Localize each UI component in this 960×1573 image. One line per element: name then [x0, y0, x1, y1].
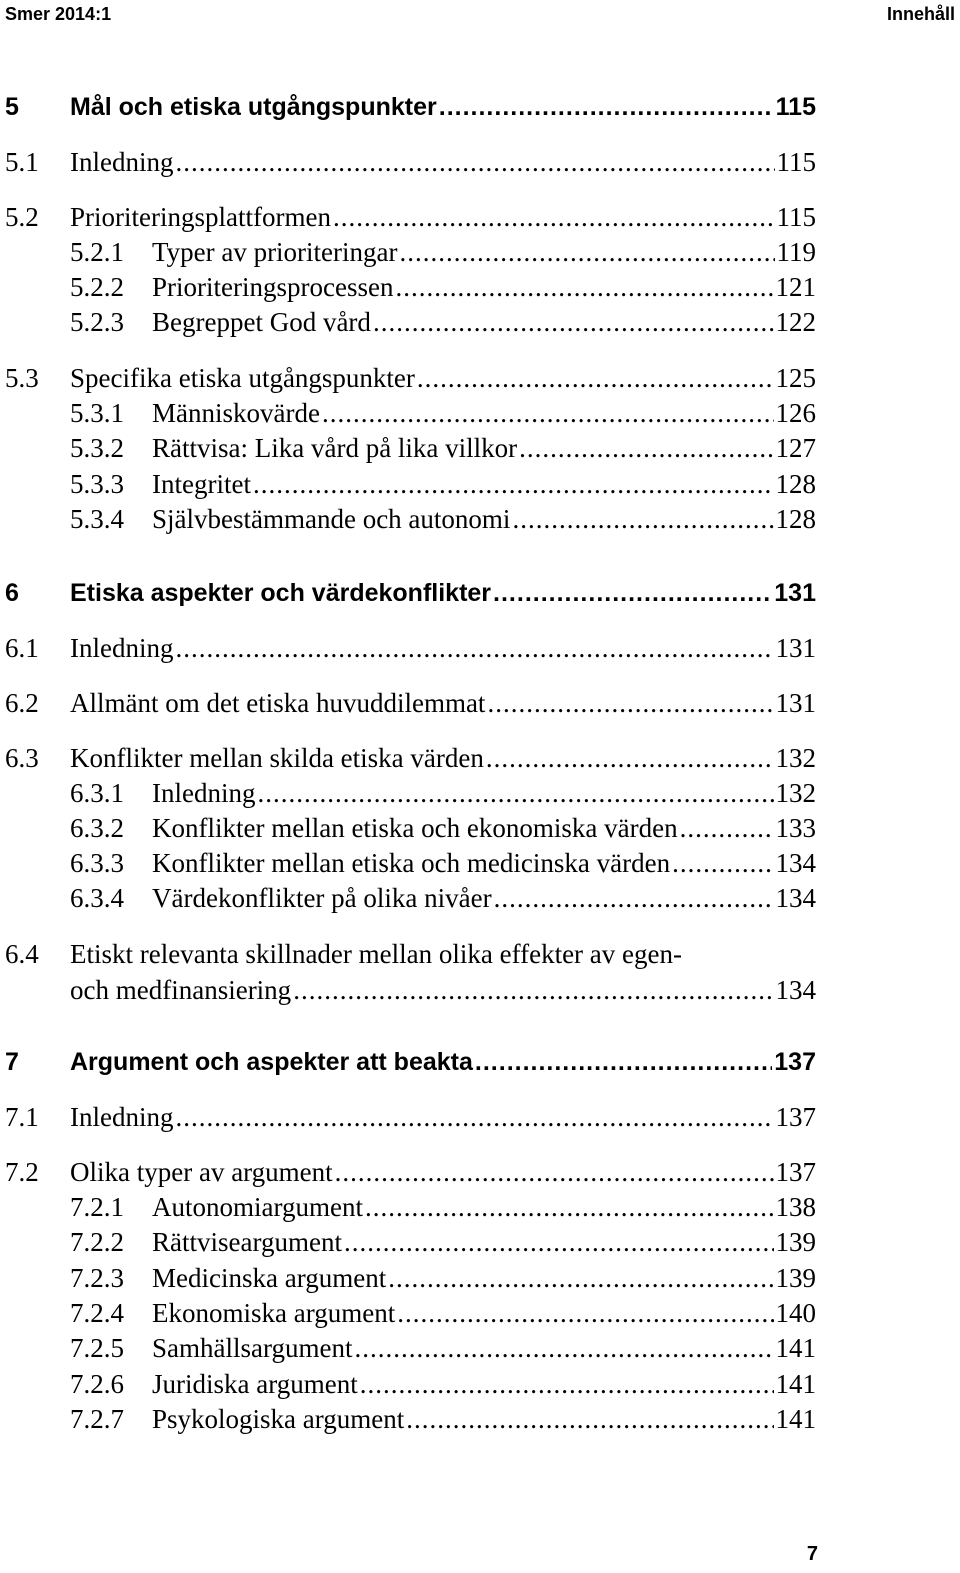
entry-number: 6.3.4: [70, 883, 124, 913]
entry-title: Argument och aspekter att beakta: [70, 1048, 473, 1076]
entry-title: Allmänt om det etiska huvuddilemmat: [70, 688, 486, 718]
report-id: Smer 2014:1: [5, 4, 112, 24]
toc-entry-6-3-3[interactable]: [0, 846, 960, 880]
toc-entry-7-2-7[interactable]: [0, 1402, 960, 1436]
entry-page: 133: [775, 813, 816, 843]
dot-leader: [253, 467, 774, 501]
toc-entry-7-2-1[interactable]: [0, 1190, 960, 1224]
entry-number: 7.2.1: [70, 1192, 124, 1222]
entry-number: 6.3: [5, 743, 39, 773]
entry-number: 6.3.3: [70, 848, 124, 878]
toc-entry-6-3[interactable]: [0, 741, 960, 775]
dot-leader: [335, 1155, 774, 1189]
entry-title: Ekonomiska argument: [152, 1298, 396, 1328]
entry-title: Juridiska argument: [152, 1369, 358, 1399]
entry-number: 5.2.2: [70, 272, 124, 302]
dot-leader: [175, 631, 773, 665]
entry-title: Specifika etiska utgångspunkter: [70, 363, 415, 393]
dot-leader: [354, 1331, 773, 1365]
entry-number: 5.2.3: [70, 307, 124, 337]
entry-page: 119: [776, 237, 816, 267]
entry-title: Etiska aspekter och värdekonflikter: [70, 579, 492, 607]
entry-page: 122: [775, 307, 816, 337]
entry-number: 5: [5, 93, 19, 121]
toc-entry-5-3-3[interactable]: [0, 467, 960, 501]
entry-title: Begreppet God vård: [152, 307, 371, 337]
entry-title: Konflikter mellan etiska och ekonomiska värden: [152, 813, 678, 843]
entry-title: Typer av prioriteringar: [152, 237, 398, 267]
dot-leader: [680, 811, 774, 845]
entry-page: 115: [775, 93, 816, 121]
dot-leader: [400, 235, 775, 269]
entry-page: 141: [775, 1369, 816, 1399]
toc-entry-5-2-3[interactable]: [0, 305, 960, 339]
entry-title: Medicinska argument: [152, 1263, 387, 1293]
entry-page: 137: [775, 1102, 816, 1132]
entry-title: Prioriteringsplattformen: [70, 202, 331, 232]
entry-number: 6.2: [5, 688, 39, 718]
entry-number: 7.2.2: [70, 1227, 124, 1257]
dot-leader: [175, 1100, 773, 1134]
toc-entry-7-2-4[interactable]: [0, 1296, 960, 1330]
entry-number: 5.3.4: [70, 504, 124, 534]
entry-page: 121: [775, 272, 816, 302]
dot-leader: [397, 1296, 773, 1330]
entry-page: 132: [775, 743, 816, 773]
entry-number: 7.1: [5, 1102, 39, 1132]
entry-number: 6.4: [5, 939, 39, 969]
toc-entry-5-1[interactable]: [0, 145, 960, 179]
entry-page: 139: [775, 1263, 816, 1293]
entry-title: Inledning: [70, 1102, 174, 1132]
entry-page: 134: [775, 975, 816, 1005]
entry-title: Integritet: [152, 469, 251, 499]
entry-page: 125: [775, 363, 816, 393]
toc-entry-5-3-2[interactable]: [0, 431, 960, 465]
entry-title: Konflikter mellan etiska och medicinska värden: [152, 848, 671, 878]
toc-entry-7-2[interactable]: [0, 1155, 960, 1189]
entry-page: 131: [775, 633, 816, 663]
entry-title: Värdekonflikter på olika nivåer: [152, 883, 492, 913]
dot-leader: [373, 305, 774, 339]
entry-page: 137: [775, 1157, 816, 1187]
toc-chapter-7[interactable]: [0, 1045, 960, 1079]
entry-page: 141: [775, 1404, 816, 1434]
entry-title: Autonomiargument: [152, 1192, 363, 1222]
entry-page: 127: [775, 433, 816, 463]
dot-leader: [175, 145, 774, 179]
entry-title: Mål och etiska utgångspunkter: [70, 93, 437, 121]
dot-leader: [344, 1225, 774, 1259]
dot-leader: [512, 502, 773, 536]
entry-title: Inledning: [152, 778, 256, 808]
dot-leader: [293, 973, 773, 1007]
dot-leader: [406, 1402, 773, 1436]
entry-number: 7: [5, 1048, 19, 1076]
dot-leader: [388, 1261, 773, 1295]
toc-entry-7-2-2[interactable]: [0, 1225, 960, 1259]
entry-title-line-1: Etiskt relevanta skillnader mellan olika effekter av egen-: [70, 939, 682, 969]
toc-entry-7-2-3[interactable]: [0, 1261, 960, 1295]
toc-entry-7-2-5[interactable]: [0, 1331, 960, 1365]
entry-page: 134: [775, 883, 816, 913]
entry-page: 138: [775, 1192, 816, 1222]
entry-page: 140: [775, 1298, 816, 1328]
dot-leader: [365, 1190, 774, 1224]
toc-entry-6-3-4[interactable]: [0, 881, 960, 915]
toc-entry-6-3-1[interactable]: [0, 776, 960, 810]
dot-leader: [257, 776, 773, 810]
dot-leader: [486, 741, 774, 775]
entry-number: 7.2.7: [70, 1404, 124, 1434]
entry-page: 134: [775, 848, 816, 878]
entry-number: 5.3.1: [70, 398, 124, 428]
entry-number: 5.2.1: [70, 237, 124, 267]
entry-title: Konflikter mellan skilda etiska värden: [70, 743, 484, 773]
entry-number: 5.1: [5, 147, 39, 177]
dot-leader: [672, 846, 773, 880]
dot-leader: [333, 200, 775, 234]
entry-page: 128: [775, 504, 816, 534]
entry-number: 5.3.3: [70, 469, 124, 499]
entry-title: Psykologiska argument: [152, 1404, 405, 1434]
entry-number: 5.2: [5, 202, 39, 232]
entry-title: Inledning: [70, 147, 174, 177]
toc-entry-6-4[interactable]: [0, 937, 960, 971]
toc-entry-7-1[interactable]: [0, 1100, 960, 1134]
toc-entry-6-2[interactable]: [0, 686, 960, 720]
dot-leader: [519, 431, 773, 465]
entry-number: 5.3.2: [70, 433, 124, 463]
dot-leader: [322, 396, 774, 430]
entry-number: 6.1: [5, 633, 39, 663]
entry-title: Olika typer av argument: [70, 1157, 333, 1187]
entry-page: 128: [775, 469, 816, 499]
toc-chapter-5[interactable]: [0, 90, 960, 124]
toc-entry-6-3-2[interactable]: [0, 811, 960, 845]
dot-leader: [493, 576, 772, 610]
toc-entry-6-4-continued[interactable]: [0, 973, 960, 1007]
toc-entry-5-3-1[interactable]: [0, 396, 960, 430]
entry-page: 137: [774, 1048, 816, 1076]
section-name: Innehåll: [886, 4, 955, 24]
entry-number: 6.3.2: [70, 813, 124, 843]
dot-leader: [417, 361, 774, 395]
entry-title: Rättviseargument: [152, 1227, 342, 1257]
entry-page: 126: [775, 398, 816, 428]
entry-number: 7.2.6: [70, 1369, 124, 1399]
entry-page: 139: [775, 1227, 816, 1257]
entry-title: Inledning: [70, 633, 174, 663]
dot-leader: [487, 686, 773, 720]
entry-title-line-2: och medfinansiering: [70, 975, 292, 1005]
toc-entry-6-1[interactable]: [0, 631, 960, 665]
toc-entry-5-2[interactable]: [0, 200, 960, 234]
entry-page: 115: [776, 202, 816, 232]
entry-title: Samhällsargument: [152, 1333, 353, 1363]
toc-entry-5-2-1[interactable]: [0, 235, 960, 269]
entry-title: Människovärde: [152, 398, 320, 428]
entry-number: 5.3: [5, 363, 39, 393]
dot-leader: [494, 881, 774, 915]
dot-leader: [475, 1045, 772, 1079]
entry-page: 131: [775, 688, 816, 718]
entry-page: 141: [775, 1333, 816, 1363]
toc-entry-5-3[interactable]: [0, 361, 960, 395]
dot-leader: [360, 1367, 774, 1401]
toc-chapter-6[interactable]: [0, 576, 960, 610]
page-number: 7: [806, 1543, 818, 1565]
entry-number: 7.2: [5, 1157, 39, 1187]
toc-entry-7-2-6[interactable]: [0, 1367, 960, 1401]
entry-number: 6.3.1: [70, 778, 124, 808]
entry-title: Prioriteringsprocessen: [152, 272, 394, 302]
entry-number: 6: [5, 579, 19, 607]
entry-title: Rättvisa: Lika vård på lika villkor: [152, 433, 518, 463]
toc-entry-5-3-4[interactable]: [0, 502, 960, 536]
entry-page: 115: [776, 147, 816, 177]
entry-page: 132: [775, 778, 816, 808]
entry-number: 7.2.5: [70, 1333, 124, 1363]
entry-number: 7.2.4: [70, 1298, 124, 1328]
toc-entry-5-2-2[interactable]: [0, 270, 960, 304]
dot-leader: [395, 270, 773, 304]
entry-title: Självbestämmande och autonomi: [152, 504, 511, 534]
dot-leader: [439, 90, 774, 124]
entry-page: 131: [774, 579, 816, 607]
entry-number: 7.2.3: [70, 1263, 124, 1293]
